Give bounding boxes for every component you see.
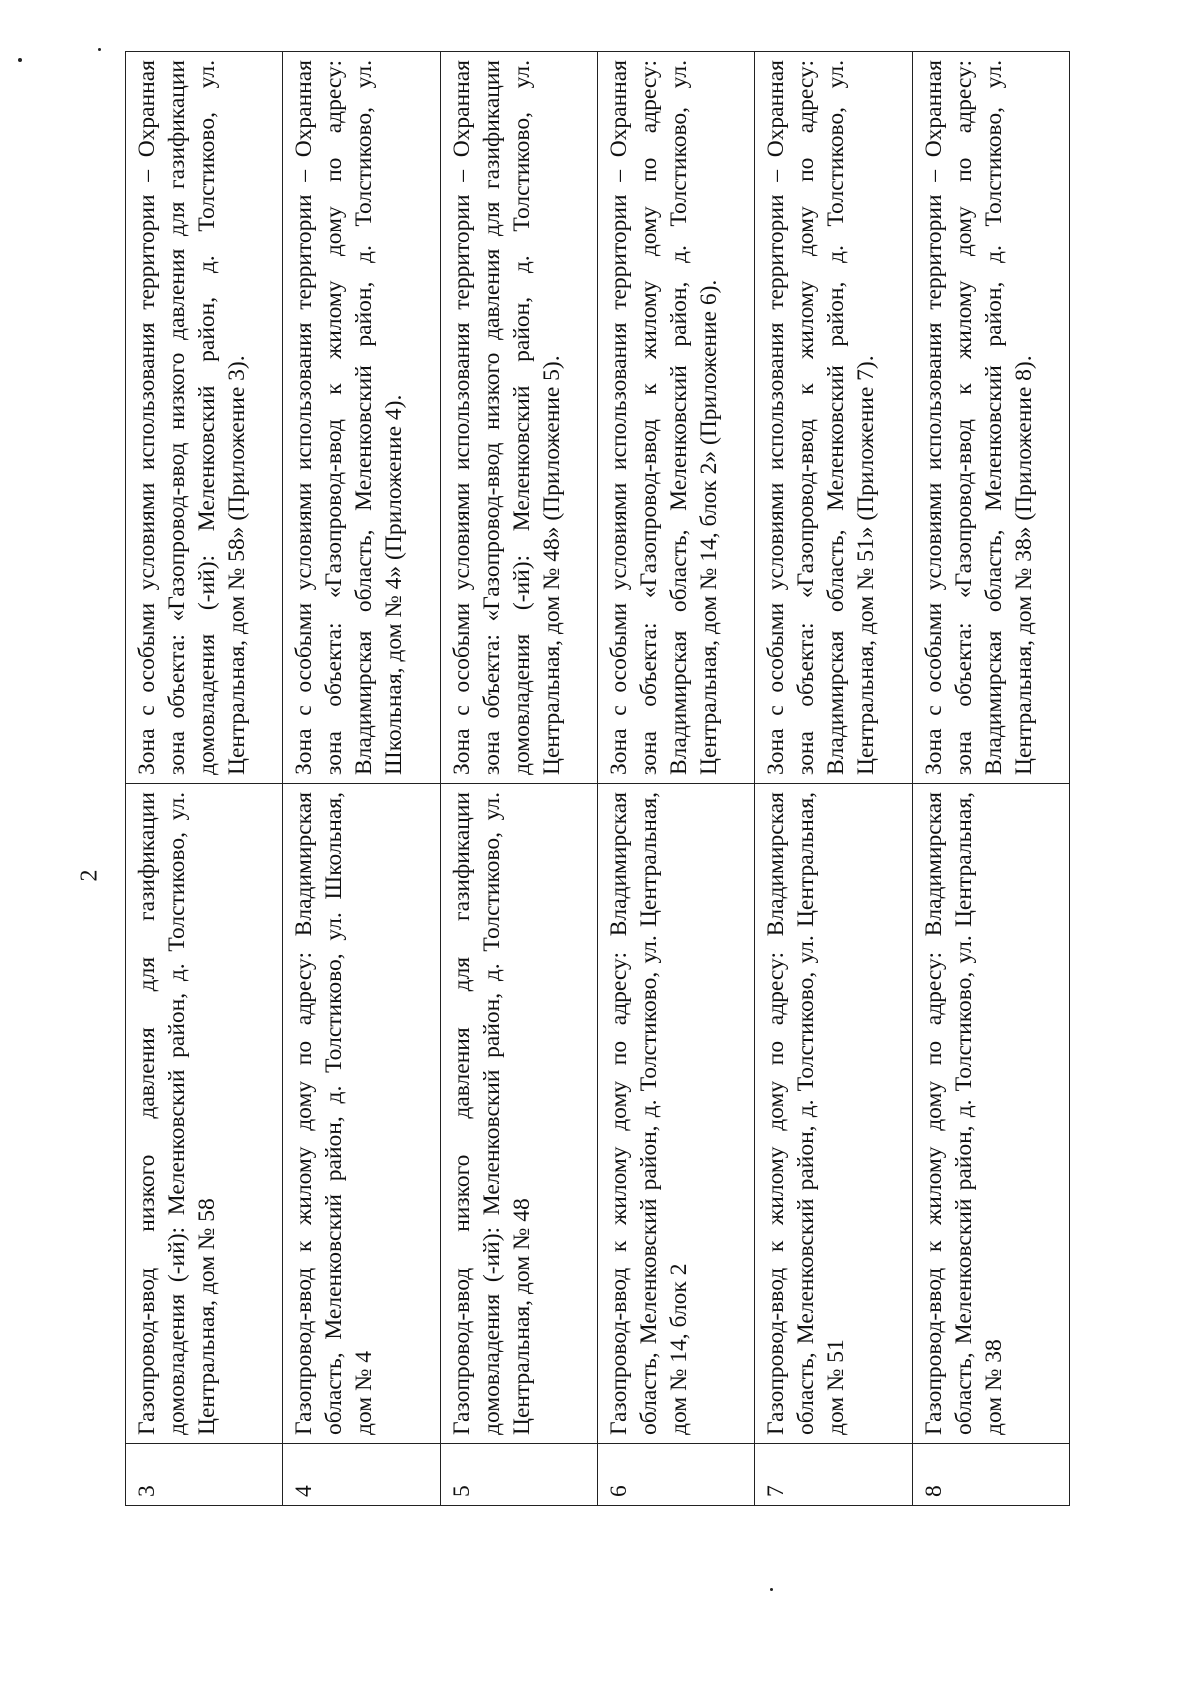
page-number: 2 xyxy=(76,869,103,882)
row-number: 6 xyxy=(597,1444,754,1506)
row-number: 5 xyxy=(440,1444,597,1506)
table-row xyxy=(126,52,283,1506)
object-description: Газопровод-ввод к жилому дому по адресу: Владимирская область, Меленковский район, д. Толстиково, ул. Центральная, дом № 38 xyxy=(912,784,1069,1444)
objects-table xyxy=(125,51,1070,1506)
rotated-table-container xyxy=(125,52,1070,1506)
table-row xyxy=(755,52,912,1506)
scan-speck xyxy=(770,1588,773,1591)
zone-description: Зона с особыми условиями использования территории – Охранная зона объекта: «Газопровод-ввод к жилому дому по адресу: Владимирская область, Меленковский район, д. Толстиково, ул. Центральная, дом № 14, блок 2» (Приложение 6). xyxy=(597,52,754,784)
object-description: Газопровод-ввод низкого давления для газификации домовладения (-ий): Меленковский район, д. Толстиково, ул. Центральная, дом № 48 xyxy=(440,784,597,1444)
table-row xyxy=(597,52,754,1506)
zone-description: Зона с особыми условиями использования территории – Охранная зона объекта: «Газопровод-ввод к жилому дому по адресу: Владимирская область, Меленковский район, д. Толстиково, ул. Школьная, дом № 4» (Приложение 4). xyxy=(283,52,440,784)
object-description: Газопровод-ввод к жилому дому по адресу: Владимирская область, Меленковский район, д. Толстиково, ул. Центральная, дом № 51 xyxy=(755,784,912,1444)
table-row xyxy=(912,52,1069,1506)
row-number: 7 xyxy=(755,1444,912,1506)
zone-description: Зона с особыми условиями использования территории – Охранная зона объекта: «Газопровод-ввод к жилому дому по адресу: Владимирская область, Меленковский район, д. Толстиково, ул. Центральная, дом № 38» (Приложение 8). xyxy=(912,52,1069,784)
table-row xyxy=(283,52,440,1506)
scan-speck xyxy=(18,58,22,62)
zone-description: Зона с особыми условиями использования территории – Охранная зона объекта: «Газопровод-ввод низкого давления для газификации домовладения (-ий): Меленковский район, д. Толстиково, ул. Центральная, дом № 58» (Приложение 3). xyxy=(126,52,283,784)
object-description: Газопровод-ввод к жилому дому по адресу: Владимирская область, Меленковский район, д. Толстиково, ул. Центральная, дом № 14, блок 2 xyxy=(597,784,754,1444)
object-description: Газопровод-ввод низкого давления для газификации домовладения (-ий): Меленковский район, д. Толстиково, ул. Центральная, дом № 58 xyxy=(126,784,283,1444)
table-row xyxy=(440,52,597,1506)
row-number: 4 xyxy=(283,1444,440,1506)
object-description: Газопровод-ввод к жилому дому по адресу: Владимирская область, Меленковский район, д. Толстиково, ул. Школьная, дом № 4 xyxy=(283,784,440,1444)
scan-speck xyxy=(98,48,101,51)
row-number: 3 xyxy=(126,1444,283,1506)
zone-description: Зона с особыми условиями использования территории – Охранная зона объекта: «Газопровод-ввод к жилому дому по адресу: Владимирская область, Меленковский район, д. Толстиково, ул. Центральная, дом № 51» (Приложение 7). xyxy=(755,52,912,784)
row-number: 8 xyxy=(912,1444,1069,1506)
zone-description: Зона с особыми условиями использования территории – Охранная зона объекта: «Газопровод-ввод низкого давления для газификации домовладения (-ий): Меленковский район, д. Толстиково, ул. Центральная, дом № 48» (Приложение 5). xyxy=(440,52,597,784)
